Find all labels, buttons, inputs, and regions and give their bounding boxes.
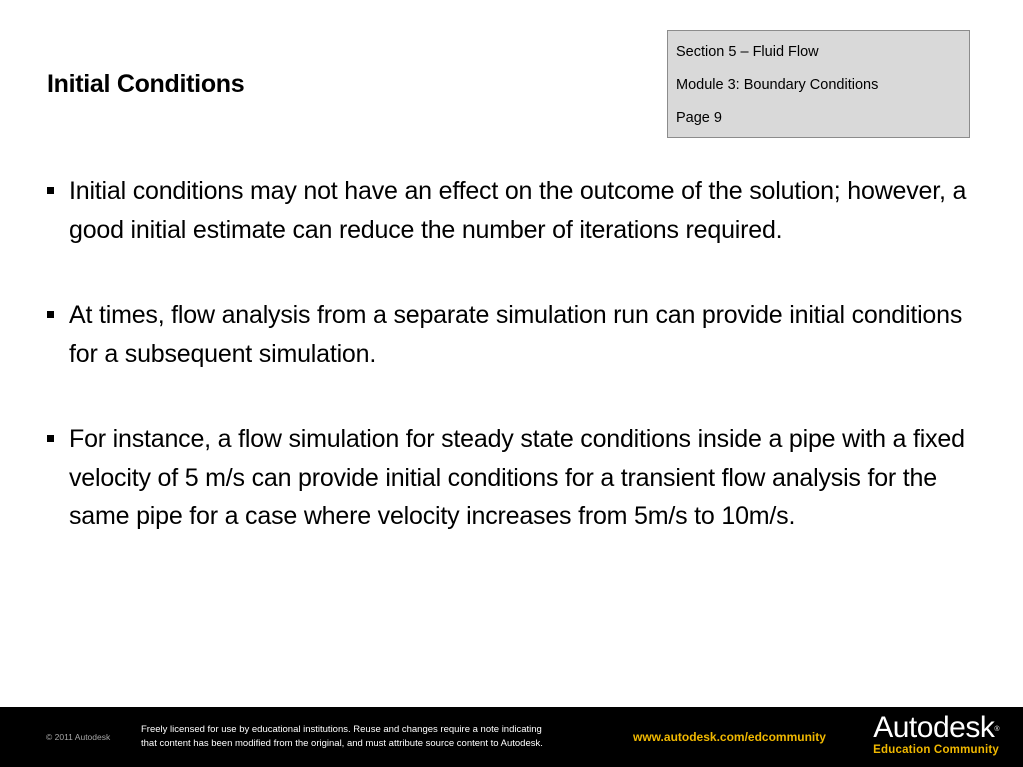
section-info-box [667,30,970,138]
bullet-item [47,420,967,536]
registered-mark: ® [994,726,999,733]
footer-bar [0,707,1023,767]
autodesk-logo [873,713,999,756]
logo-wordmark [873,713,999,743]
square-bullet-icon [47,311,54,318]
bullet-text: At times, flow analysis from a separate simulation run can provide initial conditions for a subsequent simulation. [69,301,963,368]
license-notice [141,723,631,751]
license-line: that content has been modified from the original, and must attribute source content to Autodesk. [141,738,543,749]
slide-title: Initial Conditions [47,70,245,98]
bullet-text: Initial conditions may not have an effect on the outcome of the solution; however, a good initial estimate can reduce the number of iterations required. [69,177,967,244]
page-number: Page 9 [676,110,722,126]
license-line: Freely licensed for use by educational institutions. Reuse and changes require a note indicating [141,724,542,735]
bullet-text: For instance, a flow simulation for steady state conditions inside a pipe with a fixed velocity of 5 m/s can provide initial conditions for a transient flow analysis for the same pipe for a case where velocity increases from 5m/s to 10m/s. [69,425,965,530]
module-label: Module 3: Boundary Conditions [676,77,879,93]
square-bullet-icon [47,435,54,442]
bullet-item [47,296,967,373]
section-label: Section 5 – Fluid Flow [676,44,819,60]
bullet-list [47,172,967,583]
bullet-item [47,172,967,249]
logo-wordmark-text: Autodesk [873,711,995,744]
edcommunity-link[interactable]: www.autodesk.com/edcommunity [633,730,826,744]
square-bullet-icon [47,187,54,194]
copyright-text: © 2011 Autodesk [46,732,111,742]
logo-subtitle: Education Community [873,744,999,756]
